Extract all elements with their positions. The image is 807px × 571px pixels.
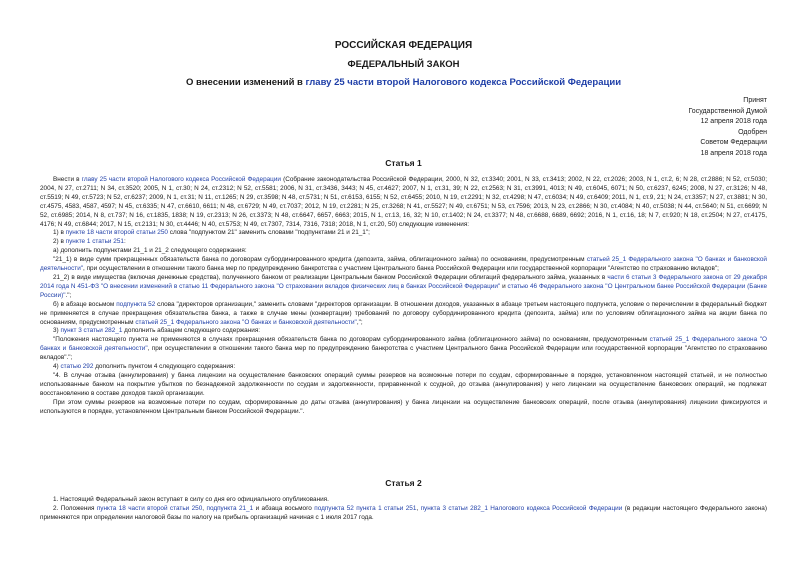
law-link[interactable]: главу 25 части второй Налогового кодекса Российской Федерации	[81, 176, 281, 183]
law-link[interactable]: статью 46 Федерального закона "О Центральном банке Российской Федерации (Банке России)"	[40, 282, 767, 299]
law-link[interactable]: пункт 3 статьи 282_1	[60, 327, 123, 335]
text: слова "подпунктом 21" заменить словами "подпунктами 21 и 21_1";	[167, 229, 370, 237]
text: , при осуществлении в отношении такого банка мер по предупреждению банкротства с участием Центрального банка Российской Федерации или государственной корпорации "Агентство по страхованию вкладов".";	[40, 345, 767, 362]
law-link[interactable]: пункте 1 статьи 251	[65, 238, 124, 246]
document-country-title: РОССИЙСКАЯ ФЕДЕРАЦИЯ	[334, 40, 473, 51]
article-2-title: Статья 2	[385, 478, 422, 488]
law-link[interactable]: статью 292	[60, 363, 94, 371]
article-2-body	[40, 496, 767, 523]
article-1-body	[40, 176, 767, 416]
law-link[interactable]: части 6 статьи 3 Федерального закона от 29 декабря 2014 года N 451-ФЗ "О внесении изменений в статью 11 Федерального закона "О страховании вкладов физических лиц в банках Российской Федерации"	[40, 273, 767, 290]
law-link[interactable]: подпункта 52	[116, 300, 156, 308]
text: ,	[416, 504, 421, 512]
text: ,	[202, 504, 207, 512]
text: дополнить абзацем следующего содержания:	[122, 327, 261, 335]
adoption-line: Принят	[743, 97, 767, 104]
document-subtitle	[0, 77, 807, 88]
adoption-line: 12 апреля 2018 года	[700, 118, 767, 126]
subtitle-link[interactable]: главу 25 части второй Налогового кодекса Российской Федерации	[305, 77, 622, 88]
paragraph: а) дополнить подпунктами 21_1 и 21_2 следующего содержания:	[53, 247, 247, 255]
text: дополнить пунктом 4 следующего содержания:	[93, 363, 236, 371]
law-link[interactable]: пункте 18 части второй статьи 250	[65, 229, 168, 237]
law-link[interactable]: статьей 25_1 Федерального закона "О банках и банковской деятельности"	[40, 336, 767, 353]
text: 2. Положения	[53, 504, 97, 512]
text: б) в абзаце восьмом	[53, 300, 117, 308]
text: (Собрание законодательства Российской Федерации, 2000, N 32, ст.3340; 2001, N 33, ст.3413; 2002, N 22, ст.2026; 2003, N 1, ст.2, 6; N 28, ст.2886; N 52, ст.5030; 2004, N 27, ст.2711; N 34, ст.3520; 2005, N 1, ст.30; N 24, ст.2312; N 52, ст.5581; 2006, N 31, ст.3436, 3443; N 45, ст.4627; 2007, N 1, ст.31, 39; N 22, ст.2563; N 31, ст.3991, 4013; N 49, ст.6045, 6071; N 50, ст.6237, 6245; 2008, N 27, ст.3126; N 48, ст.5519; N 49, ст.5723; N 52, ст.6237; 2009, N 1, ст.31; N 11, ст.1265; N 29, ст.3598; N 48, ст.5731; N 51, ст.6153, 6155; N 52, ст.6455; 2010, N 19, ст.2291; N 32, ст.4298; N 47, ст.6034; N 49, ст.6409; 2011, N 1, ст.9, 21; N 24, ст.3357; N 27, ст.3881; N 30, ст.4575, 4583, 4587, 4597; N 45, ст.6335; N 47, ст.6610, 6611; N 48, ст.6729; N 49, ст.7037; 2012, N 19, ст.2281; N 25, ст.3268; N 41, ст.5527; N 49, ст.6751; N 53, ст.7596; 2013, N 23, ст.2866; N 30, ст.4084; N 40, ст.5038; N 44, ст.5640; N 51, ст.6699; N 52, ст.6985; 2014, N 8, ст.737; N 16, ст.1835, 1838; N 19, ст.2313; N 26, ст.3373; N 48, ст.6647, 6657, 6663; 2015, N 1, ст.13, 16, 32; N 10, ст.1402; N 24, ст.3377; N 48, ст.6688, 6689, 6692; 2016, N 1, ст.16, 18; N 7, ст.920; N 18, ст.2504; N 27, ст.4175, 4176; N 49, ст.6844; 2017, N 15, ст.2131; N 30, ст.4446; N 40, ст.5753; N 49, ст.7307, 7314, 7316, 7318; 2018, N 1, ст.20, 50) следующие изменения:	[40, 176, 768, 228]
paragraph	[40, 363, 767, 372]
article-1-title: Статья 1	[385, 158, 422, 168]
paragraph	[40, 238, 767, 247]
text: .";	[65, 291, 72, 299]
adoption-line: Одобрен	[738, 128, 767, 136]
law-link[interactable]: подпункта 52 пункта 1 статьи 251	[314, 504, 417, 512]
paragraph: При этом суммы резервов на возможные потери по ссудам, сформированные до даты отзыва (аннулирования) у банка лицензии на осуществление банковских операций, после отзыва (аннулирования) лицензии фиксируются и используются в порядке, установленном Центральным банком Российской Федерации.".	[40, 398, 767, 415]
adoption-line: Советом Федерации	[700, 139, 767, 147]
text: и абзаца восьмого	[253, 504, 315, 512]
document-law-type: ФЕДЕРАЛЬНЫЙ ЗАКОН	[347, 59, 460, 70]
text: 1) в	[53, 229, 66, 237]
law-link[interactable]: пункта 18 части второй статьи 250	[96, 504, 203, 512]
subtitle-text: О внесении изменений в	[185, 77, 306, 88]
adoption-block	[688, 96, 767, 160]
adoption-line: Государственной Думой	[688, 107, 767, 115]
text: (в редакции настоящего Федерального закона) применяются при определении налоговой базы по налогу на прибыль организаций начиная с 1 июля 2017 года.	[40, 504, 767, 521]
paragraph	[40, 327, 767, 336]
paragraph	[40, 229, 767, 238]
paragraph	[40, 256, 767, 274]
law-link[interactable]: статьей 25_1 Федерального закона "О банках и банковской деятельности"	[135, 318, 357, 326]
text: ,";	[356, 318, 363, 326]
law-link[interactable]: статьей 25_1 Федерального закона "О банках и банковской деятельности"	[40, 256, 767, 273]
paragraph	[40, 274, 767, 301]
text: Внести в	[53, 176, 82, 183]
law-link[interactable]: подпункта 21_1	[206, 504, 254, 512]
paragraph: 1. Настоящий Федеральный закон вступает в силу со дня его официального опубликования.	[53, 496, 329, 503]
text: , при осуществлении в отношении такого банка мер по предупреждению банкротства с участием Центрального банка Российской Федерации или государственной корпорации "Агентство по страхованию вкладов";	[83, 265, 719, 273]
paragraph	[40, 336, 767, 363]
adoption-line: 18 апреля 2018 года	[700, 149, 767, 157]
text: 3)	[53, 327, 61, 335]
text: 21_2) в виде имущества (включая денежные средства), полученного банком от реализации Центральным банком Российской Федерации облигаций федерального займа, указанных в	[53, 273, 608, 281]
text: :	[123, 238, 126, 246]
paragraph	[40, 301, 767, 328]
text: 2) в	[53, 238, 66, 246]
paragraph: "4. В случае отзыва (аннулирования) у банка лицензии на осуществление банковских операций суммы резервов на возможные потери по ссудам, сформированные в порядке, установленном настоящей статьей, и не полностью использованные банком на покрытие убытков по безнадежной задолженности по ссудам и задолженности, приравненной к ссудной, до отзыва (аннулирования) у него лицензии на осуществление банковских операций, не подлежат восстановлению в составе доходов такой организации.	[40, 371, 767, 397]
text: и	[500, 282, 508, 290]
text: "Положения настоящего пункта не применяются в случаях прекращения обязательств банка по договорам субординированного займа (облигационного займа) по основаниям, предусмотренным	[53, 336, 650, 344]
paragraph	[40, 505, 767, 523]
paragraph	[40, 176, 767, 229]
text: слова "директоров организации," заменить словами "директоров организации. В отношении доходов, указанных в абзаце третьем настоящего подпункта, условие о перечислении в федеральный бюджет не применяется в случае прекращения обязательства банка, а также в случае мены (конвертации) требований по договору субординированного кредита (депозита, займа) или по условиям облигационного займа на акции банка по основаниям, предусмотренным	[40, 300, 768, 326]
text: 4)	[53, 363, 61, 371]
law-link[interactable]: пункта 3 статьи 282_1 Налогового кодекса Российской Федерации	[420, 504, 623, 512]
text: "21_1) в виде сумм прекращенных обязательств банка по договорам субординированного кредита (депозита, займа, облигационного займа) по основаниям, предусмотренным	[53, 256, 587, 264]
